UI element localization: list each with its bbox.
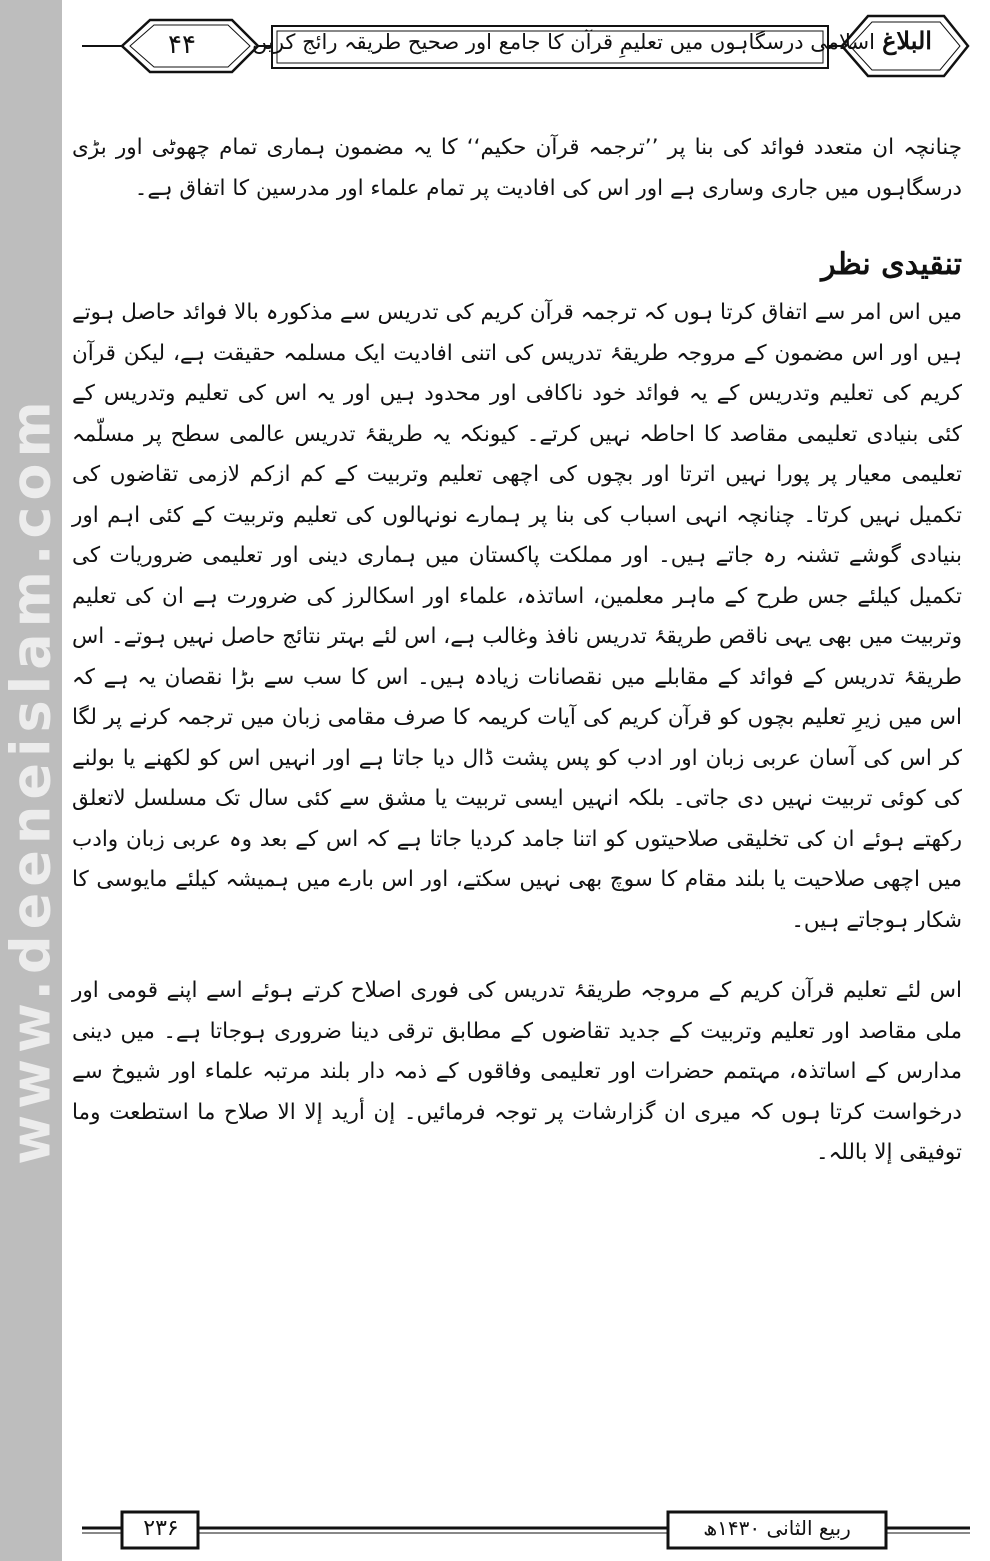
section-heading: تنقیدی نظر [821, 247, 962, 282]
page-header [82, 12, 970, 80]
footer-page-number: ۲۳۶ [143, 1516, 179, 1541]
website-watermark: www.deeneislam.com [0, 395, 63, 1165]
article-body [72, 128, 962, 1174]
page-footer [82, 1508, 970, 1552]
header-page-number: ۴۴ [168, 30, 196, 60]
conclusion-paragraph: اس لئے تعلیم قرآن کریم کے مروجہ طریقۂ تدریس کی فوری اصلاح کرتے ہوئے اسے اپنے قومی اور ملی مقاصد اور تعلیم وتربیت کے جدید تقاضوں کے مطابق ترقی دینا ضروری ہوجاتا ہے۔ میں دینی مدارس کے اساتذہ، مہتمم حضرات اور تعلیمی وفاقوں کے ذمہ دار بلند مرتبہ علماء اور شیوخ سے درخواست کرتا ہوں کہ میری ان گزارشات پر توجہ فرمائیں۔ إن أرید إلا الا صلاح ما استطعت وما توفیقی إلا باللہ۔ [72, 978, 962, 1165]
intro-paragraph: چنانچہ ان متعدد فوائد کی بنا پر ’’ترجمہ قرآن حکیم‘‘ کا یہ مضمون ہماری تمام چھوٹی اور بڑی درسگاہوں میں جاری وساری ہے اور اس کی افادیت پر تمام علماء اور مدرسین کا اتفاق ہے۔ [72, 135, 962, 201]
magazine-logo: البلاغ [882, 26, 932, 55]
watermark-strip [0, 0, 62, 1561]
critique-paragraph: میں اس امر سے اتفاق کرتا ہوں کہ ترجمہ قرآن کریم کی تدریس سے مذکورہ بالا فوائد حاصل ہوتے ہیں اور اس مضمون کے مروجہ طریقۂ تدریس کی اتنی افادیت ایک مسلمہ حقیقت ہے، لیکن قرآن کریم کی تعلیم وتدریس کے یہ فوائد خود ناکافی اور محدود ہیں اور یہ اس کی تعلیم وتدریس کے کئی بنیادی تعلیمی مقاصد کا احاطہ نہیں کرتے۔ کیونکہ یہ طریقۂ تدریس عالمی سطح پر مسلّمہ تعلیمی معیار پر پورا نہیں اترتا اور بچوں کی اچھی تعلیم وتربیت کے کم ازکم لازمی تقاضوں کی تکمیل نہیں کرتا۔ چنانچہ انہی اسباب کی بنا پر ہمارے نونہالوں کی تعلیم وتربیت کے کئی اہم اور بنیادی گوشے تشنہ رہ جاتے ہیں۔ اور مملکت پاکستان میں ہماری دینی اور تعلیمی ضروریات کی تکمیل کیلئے جس طرح کے ماہر معلمین، اساتذہ، علماء اور اسکالرز کی ضرورت ہے ان کی تعلیم وتربیت میں بھی یہی ناقص طریقۂ تدریس نافذ وغالب ہے، اس لئے بہتر نتائج حاصل نہیں ہوتے۔ اس طریقۂ تدریس کے فوائد کے مقابلے میں نقصانات زیادہ ہیں۔ اس کا سب سے بڑا نقصان یہ ہے کہ اس میں زیرِ تعلیم بچوں کو قرآن کریم کی آیات کریمہ کا صرف مقامی زبان میں ترجمہ کرنے پر لگا کر اس کی آسان عربی زبان اور ادب کو پس پشت ڈال دیا جاتا ہے اور انہیں اس کو لکھنے یا بولنے کی کوئی تربیت نہیں دی جاتی۔ بلکہ انہیں ایسی تربیت یا مشق سے کئی سال تک مسلسل لاتعلق رکھتے ہوئے ان کی تخلیقی صلاحیتوں کو اتنا جامد کردیا جاتا ہے کہ اس کے بعد وہ عربی زبان وادب میں اچھی صلاحیت یا بلند مقام کا سوچ بھی نہیں سکتے، اور اس بارے میں ہمیشہ کیلئے مایوسی کا شکار ہوجاتے ہیں۔ [72, 300, 962, 933]
issue-date: ربیع الثانی ۱۴۳۰ھ [703, 1516, 851, 1540]
running-title: اسلامی درسگاہوں میں تعلیمِ قرآن کا جامع اور صحیح طریقہ رائج کریں [252, 30, 875, 54]
